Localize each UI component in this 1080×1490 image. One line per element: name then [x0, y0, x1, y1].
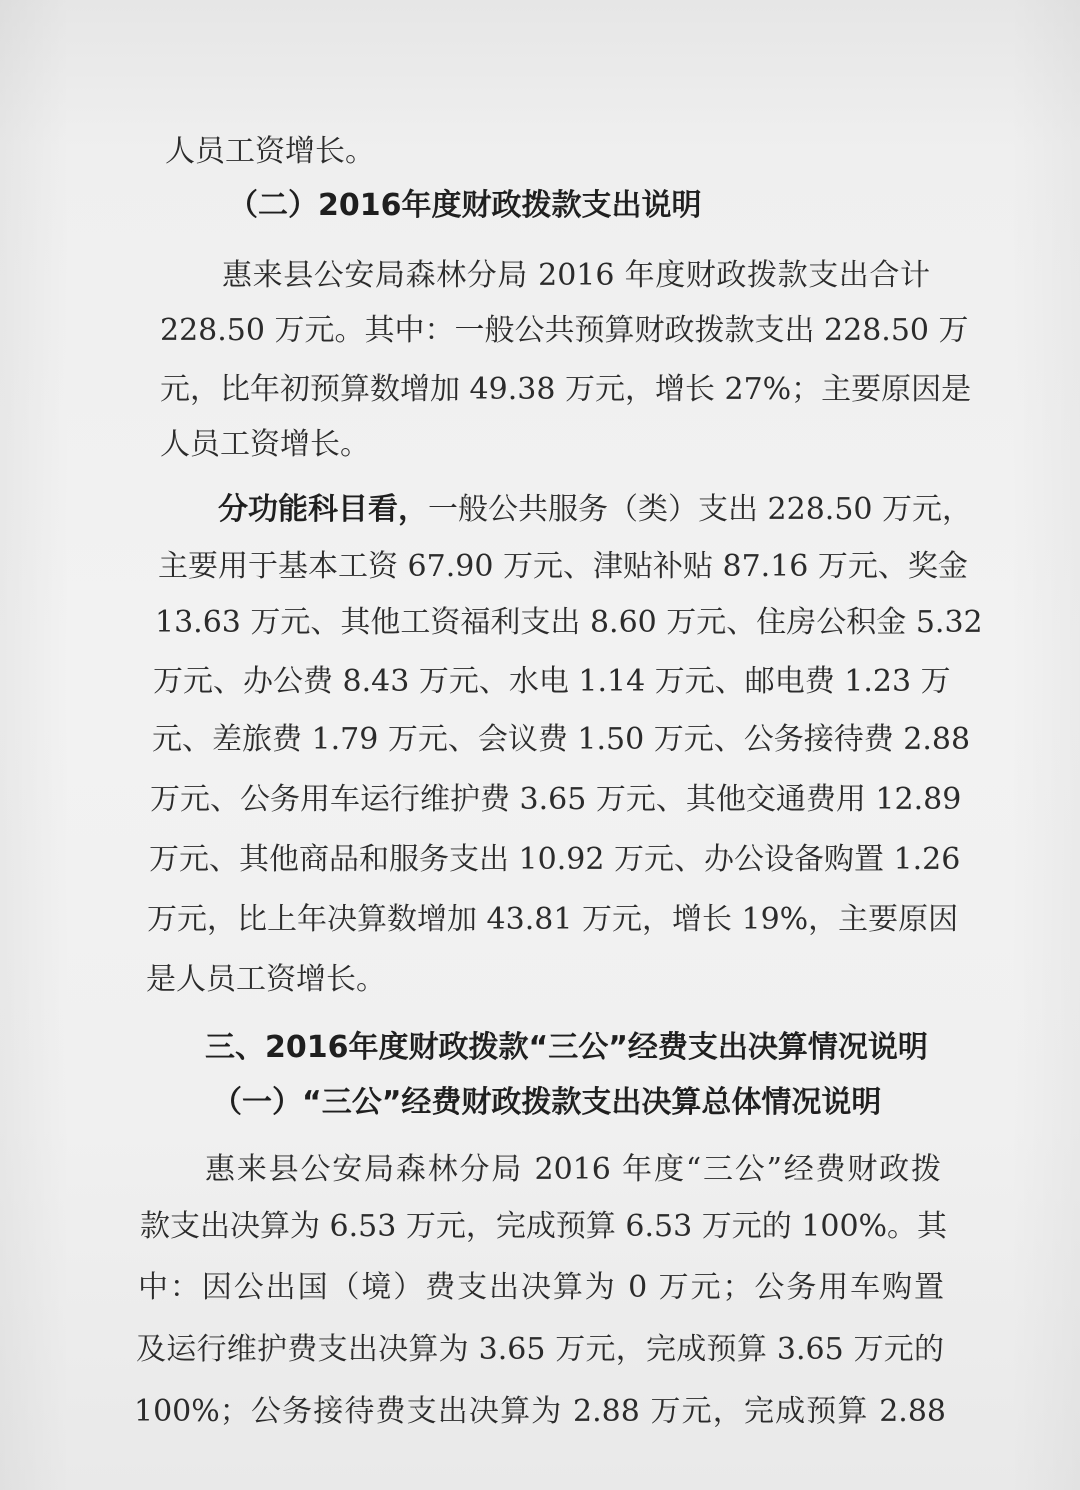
paper-shadow-left: [0, 0, 70, 1490]
section-heading: 三、2016年度财政拨款“三公”经费支出决算情况说明: [205, 1030, 928, 1065]
text-line: 228.50 万元。其中：一般公共预算财政拨款支出 228.50 万: [160, 313, 969, 348]
text-line: 元，比年初预算数增加 49.38 万元，增长 27%；主要原因是: [160, 372, 972, 407]
paper-shadow-right: [1010, 0, 1080, 1490]
text-line: 款支出决算为 6.53 万元，完成预算 6.53 万元的 100%。其: [140, 1209, 948, 1244]
text-line: 万元、办公费 8.43 万元、水电 1.14 万元、邮电费 1.23 万: [153, 664, 951, 699]
text-line: 人员工资增长。: [165, 134, 375, 169]
section-heading: （二）2016年度财政拨款支出说明: [228, 188, 702, 223]
text-line: 中：因公出国（境）费支出决算为 0 万元；公务用车购置: [138, 1270, 944, 1305]
text-line: [218, 490, 973, 530]
text-line: 万元、公务用车运行维护费 3.65 万元、其他交通费用 12.89: [150, 782, 962, 817]
text-line: 惠来县公安局森林分局 2016 年度财政拨款支出合计: [222, 258, 930, 293]
text-line: 元、差旅费 1.79 万元、会议费 1.50 万元、公务接待费 2.88: [152, 722, 971, 757]
text-line: 100%；公务接待费支出决算为 2.88 万元，完成预算 2.88: [134, 1394, 946, 1429]
text-line: 惠来县公安局森林分局 2016 年度“三公”经费财政拨: [205, 1152, 941, 1187]
text-line: 人员工资增长。: [160, 427, 370, 462]
lead-label: 分功能科目看，: [218, 492, 428, 527]
text-line: 主要用于基本工资 67.90 万元、津贴补贴 87.16 万元、奖金: [158, 549, 968, 584]
text-line: 及运行维护费支出决算为 3.65 万元，完成预算 3.65 万元的: [136, 1332, 944, 1367]
text-line: 13.63 万元、其他工资福利支出 8.60 万元、住房公积金 5.32: [155, 605, 983, 640]
text-line: 万元，比上年决算数增加 43.81 万元，增长 19%，主要原因: [147, 902, 959, 937]
text-line-rest: 一般公共服务（类）支出 228.50 万元，: [428, 492, 973, 527]
text-line: 是人员工资增长。: [146, 962, 386, 997]
subsection-heading: （一）“三公”经费财政拨款支出决算总体情况说明: [212, 1085, 882, 1120]
text-line: 万元、其他商品和服务支出 10.92 万元、办公设备购置 1.26: [149, 842, 961, 877]
